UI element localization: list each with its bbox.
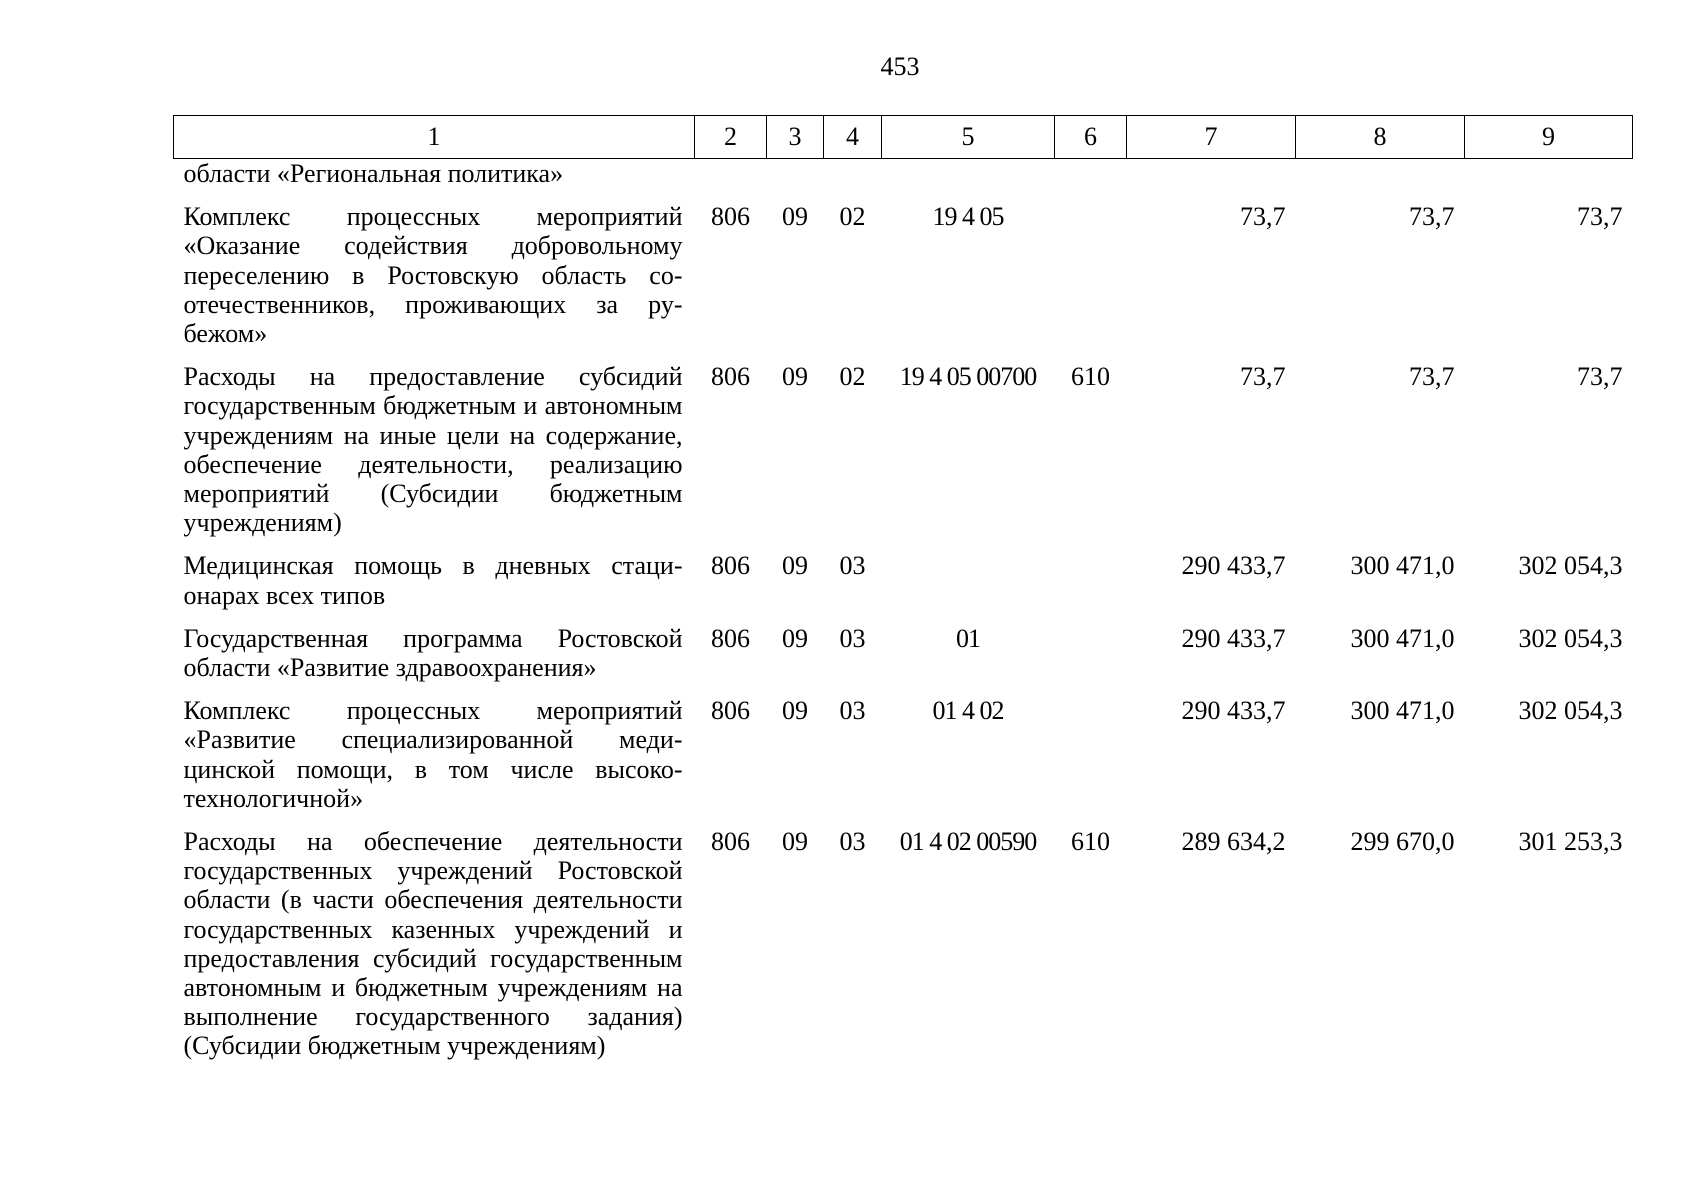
row-year2: 300 471,0: [1350, 696, 1455, 726]
header-col-5: 5: [882, 116, 1055, 159]
row-year1: [1127, 159, 1296, 203]
row-year3: 73,7: [1577, 202, 1623, 232]
row-year1: 290 433,7: [1181, 551, 1286, 581]
row-cs: 01 4 02: [932, 696, 1004, 726]
row-year2: [1296, 159, 1465, 203]
row-year1: 289 634,2: [1181, 827, 1286, 857]
row-vr: [1055, 159, 1127, 203]
row-cs: 01 4 02 00590: [899, 827, 1037, 857]
row-pr: 03: [839, 696, 866, 726]
row-pr: 03: [839, 551, 866, 581]
row-cs: [882, 551, 1055, 623]
row-name: Расходы на обеспечение деятельности государственных учреждений Ростовской области (в части обеспечения деятельности государственных казенных учреждений и предоставления субсидий государственным автономным и бюджетным учреждениям на выполнение государственного задания) (Субсидии бюджетным учреждениям): [183, 827, 683, 1061]
row-pr: 02: [839, 362, 866, 392]
row-rz: 09: [782, 827, 808, 857]
row-rz: 09: [782, 202, 808, 232]
row-cs: 01: [956, 623, 980, 653]
row-year2: 73,7: [1409, 362, 1455, 392]
row-rz: 09: [782, 696, 808, 726]
row-rz: 09: [782, 623, 808, 653]
row-rz: 09: [782, 362, 808, 392]
table-row: [174, 624, 1633, 696]
table-row: [174, 159, 1633, 203]
header-col-2: 2: [695, 116, 767, 159]
row-gr: 806: [711, 202, 750, 232]
budget-table: [173, 115, 1633, 1075]
page-number: 453: [880, 52, 920, 81]
row-name: Расходы на предоставление субсидий государственным бюджетным и автономным учреждениям на иные цели на содержание, обеспечение деятельности, реализацию мероприятий (Субсидии бюджетным учреждениям): [183, 362, 683, 538]
row-year3: 302 054,3: [1518, 551, 1623, 581]
table-row: [174, 202, 1633, 362]
header-row: [174, 116, 1633, 159]
row-pr: 03: [839, 827, 866, 857]
row-cs: 19 4 05: [932, 202, 1004, 232]
row-year3: 302 054,3: [1518, 696, 1623, 726]
row-name: Государственная программа Ростовской области «Развитие здравоохранения»: [183, 623, 683, 683]
row-year3: [1465, 159, 1633, 203]
row-cs: [882, 159, 1055, 203]
header-col-8: 8: [1296, 116, 1465, 159]
row-year1: 290 433,7: [1181, 696, 1286, 726]
row-name: области «Региональная политика»: [183, 159, 564, 188]
header-col-3: 3: [767, 116, 824, 159]
row-gr: 806: [711, 827, 750, 857]
row-year3: 73,7: [1577, 362, 1623, 392]
row-pr: [824, 159, 882, 203]
row-vr: [1055, 202, 1127, 362]
header-col-1: 1: [174, 116, 695, 159]
row-pr: 03: [839, 623, 866, 653]
row-cs: 19 4 05 00700: [899, 362, 1037, 392]
row-rz: 09: [782, 551, 808, 581]
row-rz: [767, 159, 824, 203]
table-row: [174, 696, 1633, 827]
row-pr: 02: [839, 202, 866, 232]
header-col-4: 4: [824, 116, 882, 159]
row-year1: 73,7: [1240, 362, 1286, 392]
row-year1: 290 433,7: [1181, 623, 1286, 653]
row-gr: 806: [711, 623, 750, 653]
row-year1: 73,7: [1240, 202, 1286, 232]
row-year2: 73,7: [1409, 202, 1455, 232]
row-gr: 806: [711, 551, 750, 581]
row-year2: 300 471,0: [1350, 623, 1455, 653]
row-vr: [1055, 696, 1127, 827]
row-name: Комплекс процессных мероприятий «Оказание содействия добровольному переселению в Ростовскую область соотечественников, проживающих за рубежом»: [183, 202, 683, 349]
header-col-7: 7: [1127, 116, 1296, 159]
row-year2: 300 471,0: [1350, 551, 1455, 581]
header-col-9: 9: [1465, 116, 1633, 159]
row-gr: [695, 159, 767, 203]
header-col-6: 6: [1055, 116, 1127, 159]
table-row: [174, 827, 1633, 1075]
row-vr: 610: [1071, 827, 1110, 857]
row-year3: 302 054,3: [1518, 623, 1623, 653]
row-year2: 299 670,0: [1350, 827, 1455, 857]
row-year3: 301 253,3: [1518, 827, 1623, 857]
row-name: Медицинская помощь в дневных стационарах всех типов: [183, 551, 683, 610]
table-row: [174, 551, 1633, 623]
row-vr: [1055, 624, 1127, 696]
table-row: [174, 362, 1633, 551]
row-name: Комплекс процессных мероприятий «Развитие специализированной медицинской помощи, в том числе высокотехнологичной»: [183, 696, 683, 813]
row-vr: 610: [1071, 362, 1110, 392]
row-gr: 806: [711, 696, 750, 726]
row-gr: 806: [711, 362, 750, 392]
row-vr: [1055, 551, 1127, 623]
